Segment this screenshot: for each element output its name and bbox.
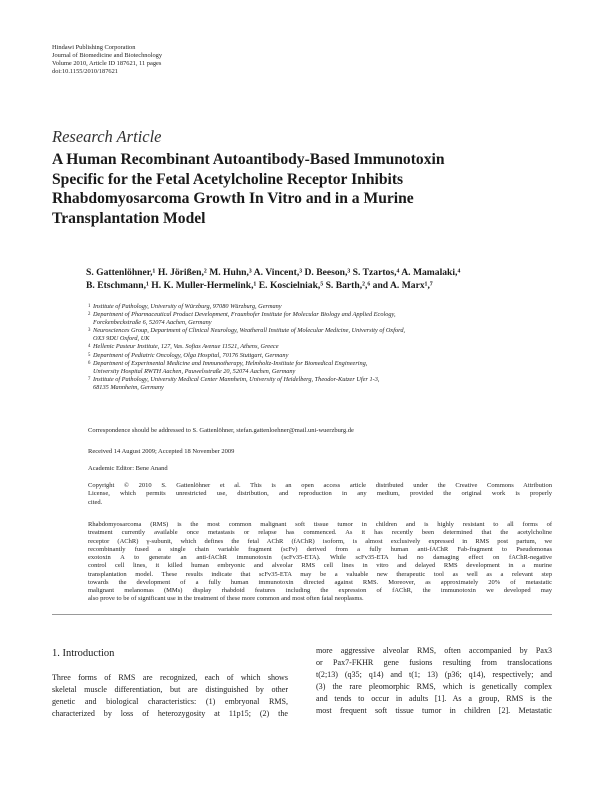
abstract-line: control cell lines, it killed human embryonic and alveolar RMS cell lines in vitro and delayed RMS development in a murine: [88, 562, 552, 570]
affiliation-item: [88, 311, 558, 327]
abstract-line: Rhabdomyosarcoma (RMS) is the most common malignant soft tissue tumor in children and is highly resistant to all forms of: [88, 521, 552, 528]
body-column-right: [316, 645, 552, 717]
author-line: S. Gattenlöhner,¹ H. Jörißen,² M. Huhn,³ A. Vincent,³ D. Beeson,³ S. Tzartos,⁴ A. Mamalaki,⁴: [86, 267, 461, 278]
abstract-line: recombinantly fused a single chain variable fragment (scFv) derived from a fully human anti-fAChR Fab-fragment to Pseudomonas: [88, 545, 552, 553]
affiliation-text: Department of Pediatric Oncology, Olga Hospital, 70176 Stuttgart, Germany: [93, 351, 289, 359]
copyright-notice: [88, 482, 552, 507]
affiliation-number: 5: [88, 352, 91, 358]
affiliation-text: Forckenbeckstraße 6, 52074 Aachen, Germany: [93, 319, 212, 327]
body-line: Three forms of RMS are recognized, each of which shows: [52, 673, 288, 682]
article-type: Research Article: [52, 127, 162, 146]
title-line: Specific for the Fetal Acetylcholine Receptor Inhibits: [52, 170, 404, 188]
body-line: skeletal muscle differentiation, but are distinguished by other: [52, 685, 288, 695]
journal-name: Journal of Biomedicine and Biotechnology: [52, 52, 163, 59]
journal-volume: Volume 2010, Article ID 187621, 11 pages: [52, 60, 162, 67]
affiliation-text: 68135 Mannheim, Germany: [93, 383, 164, 391]
affiliation-number: 1: [88, 304, 91, 309]
abstract-line: receptor (AChR) γ-subunit, which defines the fetal AChR (fAChR) isoform, is almost exclusively expressed in RMS post partum, we: [88, 537, 552, 545]
affiliations: [88, 303, 558, 392]
affiliation-number: 7: [88, 376, 91, 382]
journal-publisher: Hindawi Publishing Corporation: [52, 44, 136, 51]
affiliation-item: [88, 376, 558, 392]
affiliation-item: [88, 343, 558, 351]
affiliation-text: Institute of Pathology, University Medical Center Mannheim, University of Heidelberg, Theodor-Kutzer Ufer 1-3,: [93, 375, 380, 383]
affiliation-text: University Hospital RWTH Aachen, Pauwelsstraße 20, 52074 Aachen, Germany: [93, 367, 296, 375]
body-line: (3) the rare pleomorphic RMS, which is genetically complex: [316, 682, 552, 692]
affiliation-number: 2: [88, 312, 91, 318]
academic-editor: Academic Editor: Bene Anand: [88, 465, 168, 472]
affiliation-text: OX3 9DU Oxford, UK: [93, 335, 150, 343]
abstract-line: towards the development of a fully human immunotoxin directed against RMS. Moreover, as approximately 20% of metastatic: [88, 578, 552, 586]
paper-title: [52, 150, 552, 228]
affiliation-text: Department of Pharmaceutical Product Development, Fraunhofer Institute for Molecular Biology and Applied Ecology,: [93, 311, 396, 319]
body-line: characterized by loss of heterozygosity at 11p15; (2) the: [52, 709, 288, 719]
affiliation-number: 4: [88, 344, 91, 350]
affiliation-text: Department of Experimental Medicine and Immunotherapy, Helmholtz-Institute for Biomedical Engineering,: [93, 359, 368, 367]
copyright-line: cited.: [88, 498, 103, 506]
affiliation-text: Hellenic Pasteur Institute, 127, Vas. Sofias Avenue 11521, Athens, Greece: [93, 343, 279, 351]
abstract-line: also prove to be of significant use in the treatment of these more common and most often fatal neoplasms.: [88, 595, 364, 603]
body-line: t(2;13) (q35; q14) and t(1; 13) (p36; q14), respectively; and: [316, 670, 552, 680]
body-line: or Pax7-FKHR gene fusions resulting from translocations: [316, 658, 552, 668]
section-number: 1.: [52, 648, 60, 659]
abstract-line: malignant melanomas (MMs) display rhabdoid features including the expression of fAChR, the immunotoxin we developed may: [88, 587, 552, 594]
received-accepted: Received 14 August 2009; Accepted 18 November 2009: [88, 448, 235, 455]
body-line: most frequent soft tissue tumor in children [2]. Metastatic: [316, 706, 552, 716]
title-line: A Human Recombinant Autoantibody-Based Immunotoxin: [52, 151, 445, 168]
journal-doi: doi:10.1155/2010/187621: [52, 68, 118, 75]
affiliation-item: [88, 360, 558, 376]
body-line: and tends to occur in adults [1]. As a group, RMS is the: [316, 694, 552, 704]
title-line: Rhabdomyosarcoma Growth In Vitro and in a Murine: [52, 190, 414, 207]
abstract-line: treatment currently available once metastasis or relapse has commenced. As it has recently been determined that the acetylcholine: [88, 529, 552, 537]
abstract-line: exotoxin A to generate an anti-fAChR immunotoxin (scFv35-ETA). While scFv35-ETA had no damaging effect on fAChR-negative: [88, 554, 552, 561]
abstract: [88, 521, 552, 604]
affiliation-number: 6: [88, 360, 91, 366]
affiliation-item: [88, 303, 558, 311]
affiliation-text: Neurosciences Group, Department of Clinical Neurology, Weatherall Institute of Molecular Medicine, University of Oxford,: [93, 327, 406, 335]
section-divider: [52, 614, 552, 615]
author-list: [86, 266, 556, 292]
affiliation-number: 3: [88, 328, 91, 334]
body-line: genetic and biological characteristics: (1) embryonal RMS,: [52, 697, 288, 707]
affiliation-item: [88, 352, 558, 360]
body-column-left: [52, 672, 288, 720]
copyright-line: Copyright © 2010 S. Gattenlöhner et al. This is an open access article distributed under the Creative Commons Attribution: [88, 482, 552, 489]
section-heading: [52, 648, 114, 659]
journal-header: [52, 44, 162, 76]
copyright-line: License, which permits unrestricted use, distribution, and reproduction in any medium, provided the original work is properly: [88, 490, 552, 498]
author-line: B. Etschmann,¹ H. K. Muller-Hermelink,¹ E. Koscielniak,⁵ S. Barth,²,⁶ and A. Marx¹,⁷: [86, 280, 433, 291]
correspondence: Correspondence should be addressed to S. Gattenlöhner, stefan.gattenloehner@mail.uni-wuerzburg.de: [88, 427, 354, 434]
affiliation-text: Institute of Pathology, University of Würzburg, 97080 Würzburg, Germany: [93, 303, 282, 310]
title-line: Transplantation Model: [52, 209, 206, 227]
section-title-text: Introduction: [62, 648, 115, 659]
body-line: more aggressive alveolar RMS, often accompanied by Pax3: [316, 646, 552, 655]
affiliation-item: [88, 327, 558, 343]
abstract-line: transplantation model. These results indicate that scFv35-ETA may be a valuable new therapeutic tool as well as a relevant step: [88, 570, 552, 578]
